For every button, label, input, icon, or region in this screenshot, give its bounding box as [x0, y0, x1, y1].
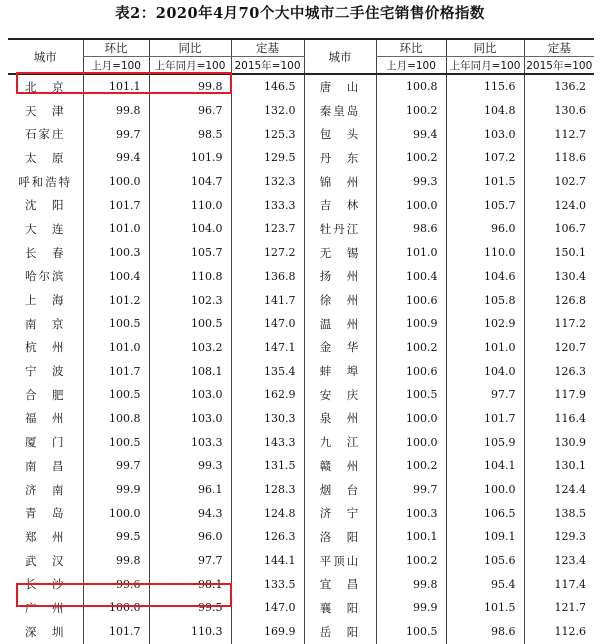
tb-cell-right: 105.6 [446, 549, 524, 573]
hb-cell-right: 100.6 [376, 359, 446, 383]
tb-cell-left: 96.7 [149, 99, 231, 123]
hb-cell-left: 99.8 [83, 99, 149, 123]
hb-cell-right: 100.2 [376, 549, 446, 573]
city-cell-right: 宜 昌 [304, 572, 376, 596]
dj-cell-left: 135.4 [231, 359, 304, 383]
dj-cell-right: 126.3 [524, 359, 594, 383]
hb-cell-left: 100.0 [83, 501, 149, 525]
header-row-sub [8, 57, 594, 75]
tb-cell-left: 103.2 [149, 336, 231, 360]
tb-cell-left: 96.1 [149, 478, 231, 502]
dj-cell-right: 123.4 [524, 549, 594, 573]
city-cell-right: 锦 州 [304, 170, 376, 194]
header-row-top [8, 39, 594, 57]
city-cell-left: 深 圳 [25, 624, 66, 639]
city-cell-left: 北 京 [25, 79, 66, 94]
hb-cell-left: 100.5 [83, 312, 149, 336]
tb-cell-right: 109.1 [446, 525, 524, 549]
city-cell-left: 长 沙 [25, 577, 66, 592]
dj-cell-right: 117.2 [524, 312, 594, 336]
hb-cell-left: 100.3 [83, 241, 149, 265]
city-cell-left: 长 春 [25, 245, 66, 260]
dj-cell-right: 130.4 [524, 265, 594, 289]
city-cell-left: 太 原 [25, 150, 66, 165]
hb-cell-left: 100.5 [83, 430, 149, 454]
table-row [8, 312, 594, 336]
tb-cell-left: 98.1 [149, 572, 231, 596]
hb-cell-right: 100.0 [376, 430, 446, 454]
city-cell-left: 大 连 [25, 221, 66, 236]
table-row [8, 383, 594, 407]
city-cell-right: 安 庆 [304, 383, 376, 407]
hb-cell-right: 100.2 [376, 336, 446, 360]
hb-cell-right: 100.4 [376, 265, 446, 289]
dj-cell-left: 169.9 [231, 620, 304, 644]
hb-cell-right: 98.6 [376, 217, 446, 241]
table-row [8, 478, 594, 502]
tb-cell-right: 104.8 [446, 99, 524, 123]
tb-cell-right: 102.9 [446, 312, 524, 336]
tb-cell-left: 99.5 [149, 596, 231, 620]
tb-cell-left: 96.0 [149, 525, 231, 549]
header-dj-sub-right: 2015年=100 [524, 57, 594, 75]
hb-cell-left: 100.4 [83, 265, 149, 289]
hb-cell-right: 100.0 [376, 193, 446, 217]
city-cell-left: 合 肥 [25, 387, 66, 402]
dj-cell-right: 130.6 [524, 99, 594, 123]
dj-cell-right: 129.3 [524, 525, 594, 549]
dj-cell-left: 128.3 [231, 478, 304, 502]
city-cell-right: 烟 台 [304, 478, 376, 502]
tb-cell-left: 104.0 [149, 217, 231, 241]
tb-cell-left: 103.0 [149, 407, 231, 431]
city-cell-right: 徐 州 [304, 288, 376, 312]
dj-cell-right: 120.7 [524, 336, 594, 360]
hb-cell-left: 100.5 [83, 383, 149, 407]
tb-cell-left: 110.0 [149, 193, 231, 217]
tb-cell-right: 115.6 [446, 74, 524, 99]
city-cell-right: 牡丹江 [304, 217, 376, 241]
city-cell-left: 天 津 [25, 103, 66, 118]
dj-cell-left: 147.0 [231, 596, 304, 620]
dj-cell-right: 138.5 [524, 501, 594, 525]
dj-cell-left: 130.3 [231, 407, 304, 431]
dj-cell-right: 106.7 [524, 217, 594, 241]
tb-cell-left: 110.3 [149, 620, 231, 644]
table-row [8, 99, 594, 123]
header-hb-sub-left: 上月=100 [83, 57, 149, 75]
dj-cell-left: 129.5 [231, 146, 304, 170]
tb-cell-left: 98.5 [149, 122, 231, 146]
table-title: 表2：2020年4月70个大中城市二手住宅销售价格指数 [115, 5, 485, 22]
hb-cell-right: 101.0 [376, 241, 446, 265]
city-cell-left: 呼和浩特 [18, 174, 73, 189]
tb-cell-right: 95.4 [446, 572, 524, 596]
city-cell-right: 九 江 [304, 430, 376, 454]
dj-cell-left: 162.9 [231, 383, 304, 407]
city-cell-right: 扬 州 [304, 265, 376, 289]
hb-cell-right: 100.1 [376, 525, 446, 549]
header-tb-sub-left: 上年同月=100 [149, 57, 231, 75]
city-cell-left: 福 州 [25, 411, 66, 426]
dj-cell-right: 124.4 [524, 478, 594, 502]
city-cell-left: 南 昌 [25, 458, 66, 473]
hb-cell-left: 101.0 [83, 217, 149, 241]
tb-cell-right: 104.6 [446, 265, 524, 289]
city-cell-right: 无 锡 [304, 241, 376, 265]
dj-cell-left: 136.8 [231, 265, 304, 289]
dj-cell-left: 131.5 [231, 454, 304, 478]
table-row [8, 572, 594, 596]
hb-cell-right: 100.9 [376, 312, 446, 336]
tb-cell-right: 97.7 [446, 383, 524, 407]
city-cell-left: 郑 州 [25, 529, 66, 544]
tb-cell-left: 108.1 [149, 359, 231, 383]
table-row [8, 265, 594, 289]
dj-cell-right: 126.8 [524, 288, 594, 312]
table-row [8, 241, 594, 265]
hb-cell-left: 101.7 [83, 620, 149, 644]
tb-cell-right: 107.2 [446, 146, 524, 170]
tb-cell-right: 105.9 [446, 430, 524, 454]
tb-cell-left: 97.7 [149, 549, 231, 573]
tb-cell-left: 110.8 [149, 265, 231, 289]
city-cell-left: 杭 州 [25, 340, 66, 355]
table-row [8, 525, 594, 549]
hb-cell-right: 100.3 [376, 501, 446, 525]
dj-cell-right: 121.7 [524, 596, 594, 620]
tb-cell-right: 101.5 [446, 170, 524, 194]
table-row [8, 217, 594, 241]
tb-cell-right: 104.0 [446, 359, 524, 383]
dj-cell-left: 132.3 [231, 170, 304, 194]
tb-cell-right: 103.0 [446, 122, 524, 146]
tb-cell-left: 104.7 [149, 170, 231, 194]
hb-cell-right: 100.6 [376, 288, 446, 312]
dj-cell-right: 150.1 [524, 241, 594, 265]
city-cell-left: 宁 波 [25, 364, 66, 379]
dj-cell-right: 112.6 [524, 620, 594, 644]
tb-cell-left: 101.9 [149, 146, 231, 170]
city-cell-left: 石家庄 [25, 127, 66, 142]
header-dj-right: 定基 [524, 39, 594, 57]
hb-cell-left: 99.5 [83, 525, 149, 549]
header-hb-sub-right: 上月=100 [376, 57, 446, 75]
table-row [8, 407, 594, 431]
dj-cell-left: 133.3 [231, 193, 304, 217]
tb-cell-right: 101.0 [446, 336, 524, 360]
dj-cell-left: 124.8 [231, 501, 304, 525]
city-cell-left: 上 海 [25, 293, 66, 308]
hb-cell-left: 100.8 [83, 407, 149, 431]
tb-cell-left: 99.3 [149, 454, 231, 478]
header-dj-left: 定基 [231, 39, 304, 57]
hb-cell-right: 100.2 [376, 454, 446, 478]
city-cell-right: 包 头 [304, 122, 376, 146]
hb-cell-left: 99.9 [83, 478, 149, 502]
tb-cell-right: 101.5 [446, 596, 524, 620]
city-cell-left: 青 岛 [25, 506, 66, 521]
city-cell-left: 广 州 [25, 600, 66, 615]
city-cell-right: 平顶山 [304, 549, 376, 573]
dj-cell-right: 117.4 [524, 572, 594, 596]
dj-cell-right: 136.2 [524, 74, 594, 99]
dj-cell-right: 130.1 [524, 454, 594, 478]
hb-cell-left: 99.8 [83, 549, 149, 573]
header-tb-right: 同比 [446, 39, 524, 57]
table-row [8, 430, 594, 454]
city-cell-right: 赣 州 [304, 454, 376, 478]
hb-cell-right: 100.2 [376, 146, 446, 170]
tb-cell-left: 103.0 [149, 383, 231, 407]
tb-cell-left: 94.3 [149, 501, 231, 525]
dj-cell-right: 116.4 [524, 407, 594, 431]
city-cell-left: 济 南 [25, 482, 66, 497]
city-cell-right: 唐 山 [304, 74, 376, 99]
header-tb-left: 同比 [149, 39, 231, 57]
tb-cell-left: 99.8 [149, 74, 231, 99]
tb-cell-right: 106.5 [446, 501, 524, 525]
city-cell-right: 岳 阳 [304, 620, 376, 644]
table-row [8, 501, 594, 525]
hb-cell-left: 99.4 [83, 146, 149, 170]
hb-cell-right: 100.0 [376, 407, 446, 431]
table-row [8, 454, 594, 478]
dj-cell-right: 102.7 [524, 170, 594, 194]
header-dj-sub-left: 2015年=100 [231, 57, 304, 75]
table-row [8, 359, 594, 383]
tb-cell-right: 100.0 [446, 478, 524, 502]
dj-cell-left: 133.5 [231, 572, 304, 596]
tb-cell-right: 101.7 [446, 407, 524, 431]
city-cell-right: 蚌 埠 [304, 359, 376, 383]
hb-cell-right: 100.2 [376, 99, 446, 123]
dj-cell-left: 143.3 [231, 430, 304, 454]
hb-cell-left: 99.6 [83, 572, 149, 596]
hb-cell-left: 101.1 [83, 74, 149, 99]
dj-cell-right: 118.6 [524, 146, 594, 170]
hb-cell-left: 100.0 [83, 596, 149, 620]
hb-cell-left: 99.7 [83, 454, 149, 478]
hb-cell-right: 99.9 [376, 596, 446, 620]
dj-cell-left: 147.1 [231, 336, 304, 360]
dj-cell-left: 123.7 [231, 217, 304, 241]
hb-cell-right: 99.3 [376, 170, 446, 194]
tb-cell-left: 103.3 [149, 430, 231, 454]
dj-cell-left: 146.5 [231, 74, 304, 99]
dj-cell-right: 112.7 [524, 122, 594, 146]
city-cell-right: 秦皇岛 [304, 99, 376, 123]
hb-cell-left: 101.7 [83, 193, 149, 217]
city-cell-left: 南 京 [25, 316, 66, 331]
hb-cell-right: 99.7 [376, 478, 446, 502]
table-row [8, 620, 594, 644]
city-cell-right: 济 宁 [304, 501, 376, 525]
header-city-left: 城市 [8, 39, 83, 74]
tb-cell-left: 100.5 [149, 312, 231, 336]
table-row [8, 549, 594, 573]
tb-cell-right: 96.0 [446, 217, 524, 241]
dj-cell-left: 127.2 [231, 241, 304, 265]
table-row [8, 74, 594, 99]
hb-cell-right: 99.4 [376, 122, 446, 146]
hb-cell-left: 100.0 [83, 170, 149, 194]
table-row [8, 288, 594, 312]
dj-cell-right: 124.0 [524, 193, 594, 217]
city-cell-left: 沈 阳 [25, 198, 66, 213]
tb-cell-right: 110.0 [446, 241, 524, 265]
hb-cell-right: 100.8 [376, 74, 446, 99]
city-cell-right: 襄 阳 [304, 596, 376, 620]
city-cell-right: 洛 阳 [304, 525, 376, 549]
city-cell-right: 吉 林 [304, 193, 376, 217]
dj-cell-left: 141.7 [231, 288, 304, 312]
tb-cell-right: 98.6 [446, 620, 524, 644]
dj-cell-right: 130.9 [524, 430, 594, 454]
header-city-right: 城市 [304, 39, 376, 74]
dj-cell-right: 117.9 [524, 383, 594, 407]
tb-cell-left: 105.7 [149, 241, 231, 265]
tb-cell-right: 104.1 [446, 454, 524, 478]
header-tb-sub-right: 上年同月=100 [446, 57, 524, 75]
hb-cell-left: 101.0 [83, 336, 149, 360]
table-row [8, 193, 594, 217]
city-cell-right: 丹 东 [304, 146, 376, 170]
city-cell-right: 温 州 [304, 312, 376, 336]
dj-cell-left: 147.0 [231, 312, 304, 336]
hb-cell-left: 101.2 [83, 288, 149, 312]
table-row [8, 146, 594, 170]
table-row [8, 170, 594, 194]
hb-cell-right: 100.5 [376, 620, 446, 644]
city-cell-left: 厦 门 [25, 435, 66, 450]
header-hb-left: 环比 [83, 39, 149, 57]
table-body [8, 74, 594, 644]
dj-cell-left: 125.3 [231, 122, 304, 146]
hb-cell-right: 100.5 [376, 383, 446, 407]
price-index-table [8, 38, 594, 644]
city-cell-left: 哈尔滨 [25, 269, 66, 284]
dj-cell-left: 126.3 [231, 525, 304, 549]
tb-cell-right: 105.7 [446, 193, 524, 217]
hb-cell-left: 99.7 [83, 122, 149, 146]
header-hb-right: 环比 [376, 39, 446, 57]
table-row [8, 596, 594, 620]
table-row [8, 336, 594, 360]
hb-cell-left: 101.7 [83, 359, 149, 383]
city-cell-right: 金 华 [304, 336, 376, 360]
city-cell-right: 泉 州 [304, 407, 376, 431]
tb-cell-left: 102.3 [149, 288, 231, 312]
hb-cell-right: 99.8 [376, 572, 446, 596]
table-row [8, 122, 594, 146]
dj-cell-left: 132.0 [231, 99, 304, 123]
tb-cell-right: 105.8 [446, 288, 524, 312]
city-cell-left: 武 汉 [25, 553, 66, 568]
dj-cell-left: 144.1 [231, 549, 304, 573]
